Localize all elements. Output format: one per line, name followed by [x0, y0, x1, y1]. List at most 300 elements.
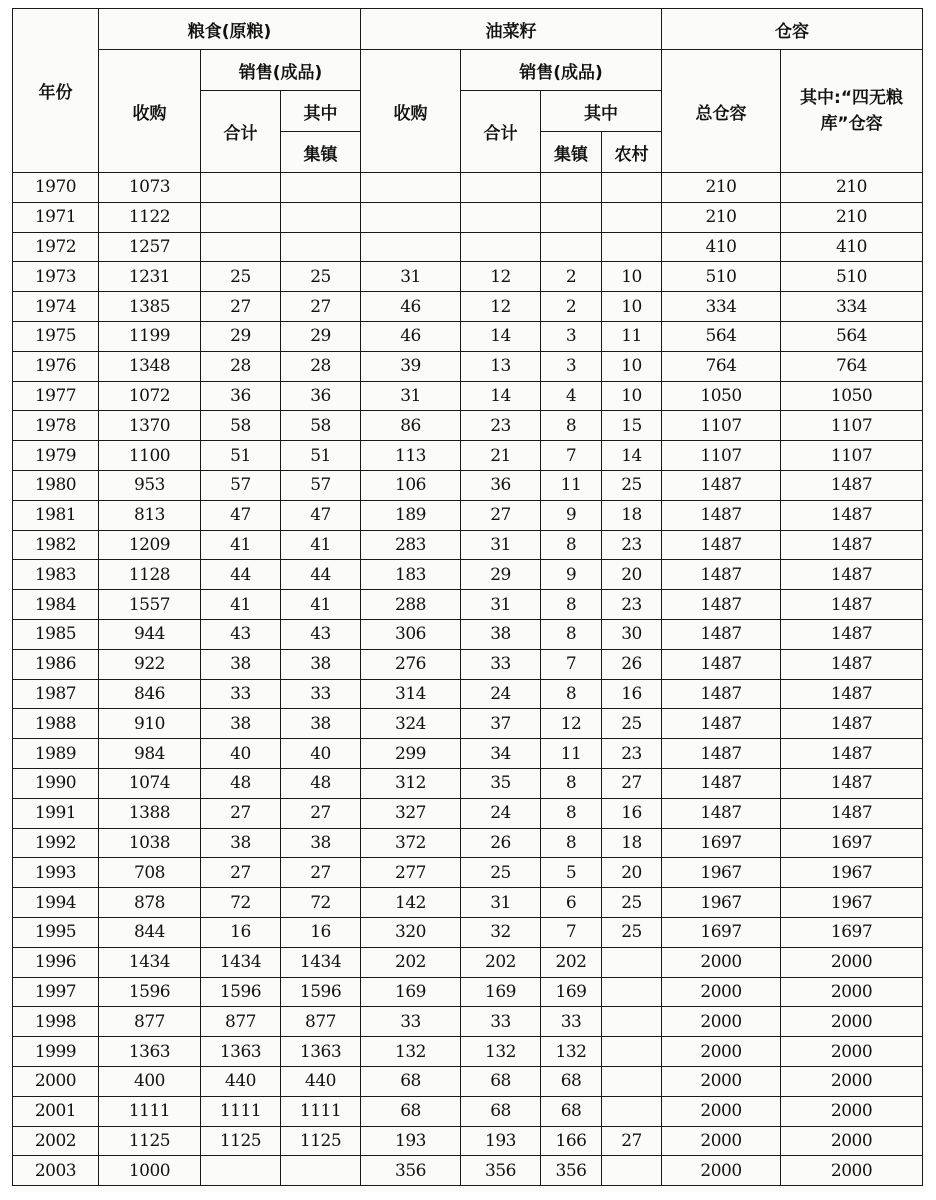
four-none-capacity-cell: 1487 [781, 619, 923, 649]
oilseed-purchase-cell: 283 [361, 530, 461, 560]
total-capacity-cell: 210 [662, 202, 781, 232]
grain-purchase-cell: 1596 [99, 977, 201, 1007]
oilseed-sales-rural-cell: 11 [602, 321, 662, 351]
table-row [13, 381, 923, 411]
oilseed-purchase-cell: 113 [361, 441, 461, 471]
grain-sales-total-cell: 41 [201, 530, 281, 560]
oilseed-sales-rural-cell: 14 [602, 441, 662, 471]
four-none-capacity-cell: 1487 [781, 679, 923, 709]
oilseed-sales-rural-cell: 25 [602, 709, 662, 739]
document-page [12, 8, 924, 1192]
grain-town-header: 集镇 [281, 132, 361, 173]
grain-sales-total-cell: 40 [201, 739, 281, 769]
oilseed-purchase-cell: 314 [361, 679, 461, 709]
total-capacity-cell: 1050 [662, 381, 781, 411]
oilseed-sales-total-cell: 31 [461, 530, 541, 560]
oilseed-sales-town-cell: 356 [541, 1156, 602, 1186]
oilseed-sales-rural-cell: 16 [602, 798, 662, 828]
grain-purchase-cell: 878 [99, 888, 201, 918]
four-none-capacity-cell: 2000 [781, 1156, 923, 1186]
grain-sales-town-cell: 48 [281, 768, 361, 798]
year-cell: 2000 [13, 1066, 99, 1096]
total-capacity-cell: 1487 [662, 560, 781, 590]
four-none-capacity-cell: 1967 [781, 888, 923, 918]
total-capacity-cell: 2000 [662, 947, 781, 977]
table-body [13, 173, 923, 1186]
grain-sales-total-cell: 27 [201, 858, 281, 888]
grain-sales-total-cell: 33 [201, 679, 281, 709]
grain-purchase-cell: 1199 [99, 321, 201, 351]
four-none-capacity-cell: 1107 [781, 411, 923, 441]
oilseed-sales-town-cell: 8 [541, 828, 602, 858]
grain-sales-town-cell: 57 [281, 470, 361, 500]
oilseed-sales-town-cell: 5 [541, 858, 602, 888]
oilseed-sales-town-cell: 7 [541, 649, 602, 679]
oilseed-sales-rural-cell: 16 [602, 679, 662, 709]
oilseed-sales-town-cell: 8 [541, 679, 602, 709]
grain-sales-town-cell: 440 [281, 1066, 361, 1096]
four-none-capacity-cell: 334 [781, 292, 923, 322]
grain-sales-total-cell: 27 [201, 798, 281, 828]
year-cell: 1990 [13, 768, 99, 798]
grain-purchase-cell: 1434 [99, 947, 201, 977]
oilseed-sales-total-cell: 356 [461, 1156, 541, 1186]
oilseed-sales-rural-cell: 23 [602, 530, 662, 560]
year-cell: 1980 [13, 470, 99, 500]
grain-purchase-cell: 1111 [99, 1096, 201, 1126]
oilseed-purchase-cell: 68 [361, 1096, 461, 1126]
oilseed-sales-total-cell: 32 [461, 917, 541, 947]
table-row [13, 828, 923, 858]
year-cell: 1997 [13, 977, 99, 1007]
oilseed-sales-rural-cell: 25 [602, 917, 662, 947]
oilseed-sales-rural-cell: 15 [602, 411, 662, 441]
oilseed-sales-town-cell: 68 [541, 1096, 602, 1126]
storage-header: 仓容 [662, 9, 923, 50]
oilseed-sales-town-cell: 6 [541, 888, 602, 918]
grain-purchase-cell: 400 [99, 1066, 201, 1096]
total-capacity-cell: 2000 [662, 1037, 781, 1067]
grain-purchase-header: 收购 [99, 50, 201, 173]
oilseed-sales-rural-cell: 23 [602, 590, 662, 620]
grain-sales-total-cell: 44 [201, 560, 281, 590]
oilseed-sales-rural-cell: 10 [602, 262, 662, 292]
oilseed-sales-town-cell: 33 [541, 1007, 602, 1037]
grain-sales-total-cell: 1125 [201, 1126, 281, 1156]
grain-sales-town-cell [281, 1156, 361, 1186]
oilseed-purchase-cell: 372 [361, 828, 461, 858]
grain-purchase-cell: 953 [99, 470, 201, 500]
grain-purchase-cell: 708 [99, 858, 201, 888]
oilseed-sales-rural-cell [602, 1066, 662, 1096]
grain-purchase-cell: 944 [99, 619, 201, 649]
year-cell: 1983 [13, 560, 99, 590]
oilseed-sales-town-cell: 202 [541, 947, 602, 977]
total-capacity-cell: 1487 [662, 590, 781, 620]
oilseed-purchase-cell: 106 [361, 470, 461, 500]
grain-purchase-cell: 1074 [99, 768, 201, 798]
oilseed-purchase-cell: 276 [361, 649, 461, 679]
oilseed-sales-total-cell: 14 [461, 321, 541, 351]
oilseed-sales-total-cell: 132 [461, 1037, 541, 1067]
oilseed-purchase-cell: 46 [361, 321, 461, 351]
oilseed-purchase-cell: 193 [361, 1126, 461, 1156]
grain-sales-total-cell: 38 [201, 828, 281, 858]
oilseed-sales-total-cell: 31 [461, 888, 541, 918]
oilseed-sales-total-header: 合计 [461, 91, 541, 173]
table-row [13, 1096, 923, 1126]
oilseed-purchase-cell: 33 [361, 1007, 461, 1037]
four-none-capacity-cell: 2000 [781, 1007, 923, 1037]
statistics-table [12, 8, 923, 1186]
oilseed-sales-total-cell: 36 [461, 470, 541, 500]
grain-sales-town-cell: 40 [281, 739, 361, 769]
oilseed-sales-total-cell: 25 [461, 858, 541, 888]
four-none-capacity-cell: 564 [781, 321, 923, 351]
total-capacity-cell: 2000 [662, 977, 781, 1007]
four-none-capacity-cell: 1697 [781, 917, 923, 947]
oilseed-sales-rural-cell [602, 1096, 662, 1126]
four-none-capacity-cell: 1967 [781, 858, 923, 888]
total-capacity-cell: 1487 [662, 709, 781, 739]
grain-sales-total-cell: 1434 [201, 947, 281, 977]
four-none-capacity-cell: 1487 [781, 590, 923, 620]
total-capacity-cell: 1967 [662, 858, 781, 888]
table-row [13, 858, 923, 888]
four-none-capacity-cell: 1697 [781, 828, 923, 858]
grain-purchase-cell: 1385 [99, 292, 201, 322]
year-cell: 1981 [13, 500, 99, 530]
year-cell: 1975 [13, 321, 99, 351]
four-none-capacity-cell: 1487 [781, 560, 923, 590]
oilseed-sales-total-cell: 202 [461, 947, 541, 977]
grain-sales-town-cell: 47 [281, 500, 361, 530]
grain-sales-total-cell: 440 [201, 1066, 281, 1096]
year-cell: 1972 [13, 232, 99, 262]
grain-sales-total-cell: 28 [201, 351, 281, 381]
oilseed-sales-total-cell: 26 [461, 828, 541, 858]
table-row [13, 500, 923, 530]
grain-sales-total-cell: 38 [201, 649, 281, 679]
total-capacity-cell: 510 [662, 262, 781, 292]
oilseed-purchase-cell: 183 [361, 560, 461, 590]
grain-purchase-cell: 1557 [99, 590, 201, 620]
oilseed-purchase-cell: 68 [361, 1066, 461, 1096]
oilseed-sales-town-cell: 68 [541, 1066, 602, 1096]
four-none-capacity-cell: 2000 [781, 1126, 923, 1156]
four-none-capacity-cell: 2000 [781, 1096, 923, 1126]
year-cell: 1977 [13, 381, 99, 411]
table-row [13, 292, 923, 322]
total-capacity-cell: 1967 [662, 888, 781, 918]
oilseed-sales-town-cell: 11 [541, 470, 602, 500]
total-capacity-cell: 2000 [662, 1007, 781, 1037]
grain-sales-total-cell: 1111 [201, 1096, 281, 1126]
year-cell: 1988 [13, 709, 99, 739]
grain-purchase-cell: 844 [99, 917, 201, 947]
total-capacity-cell: 1697 [662, 828, 781, 858]
year-cell: 1992 [13, 828, 99, 858]
four-none-capacity-cell: 1487 [781, 768, 923, 798]
oilseed-sales-total-cell: 12 [461, 292, 541, 322]
table-row [13, 530, 923, 560]
grain-sales-total-cell [201, 1156, 281, 1186]
table-row [13, 560, 923, 590]
oilseed-purchase-cell: 142 [361, 888, 461, 918]
grain-sales-total-cell: 25 [201, 262, 281, 292]
oilseed-sales-town-cell: 8 [541, 530, 602, 560]
grain-sales-total-cell [201, 173, 281, 203]
year-cell: 1989 [13, 739, 99, 769]
four-none-capacity-cell: 1487 [781, 530, 923, 560]
year-cell: 1982 [13, 530, 99, 560]
grain-purchase-cell: 1128 [99, 560, 201, 590]
oilseed-sales-town-cell: 8 [541, 768, 602, 798]
grain-sales-total-cell: 72 [201, 888, 281, 918]
grain-sales-town-cell: 41 [281, 530, 361, 560]
four-none-capacity-cell: 2000 [781, 977, 923, 1007]
total-capacity-cell: 1487 [662, 619, 781, 649]
year-cell: 1996 [13, 947, 99, 977]
table-row [13, 977, 923, 1007]
oilseed-purchase-cell [361, 202, 461, 232]
total-capacity-cell: 1487 [662, 739, 781, 769]
oilseed-town-header: 集镇 [541, 132, 602, 173]
total-capacity-cell: 1107 [662, 441, 781, 471]
oilseed-sales-rural-cell: 25 [602, 888, 662, 918]
grain-sales-town-cell: 44 [281, 560, 361, 590]
grain-sales-town-cell: 1363 [281, 1037, 361, 1067]
oilseed-sales-total-cell [461, 202, 541, 232]
total-capacity-cell: 334 [662, 292, 781, 322]
oilseed-sales-town-cell: 11 [541, 739, 602, 769]
table-row [13, 232, 923, 262]
oilseed-purchase-cell: 312 [361, 768, 461, 798]
four-none-capacity-cell: 2000 [781, 1037, 923, 1067]
oilseed-sales-rural-cell: 30 [602, 619, 662, 649]
year-cell: 1979 [13, 441, 99, 471]
oilseed-purchase-cell: 202 [361, 947, 461, 977]
table-row [13, 1126, 923, 1156]
oilseed-sales-rural-cell: 18 [602, 500, 662, 530]
oilseed-sales-total-cell: 34 [461, 739, 541, 769]
oilseed-sales-rural-cell: 25 [602, 470, 662, 500]
oilseed-sales-rural-cell: 18 [602, 828, 662, 858]
year-cell: 1991 [13, 798, 99, 828]
table-row [13, 1066, 923, 1096]
grain-sales-town-cell: 27 [281, 798, 361, 828]
grain-sales-town-cell: 25 [281, 262, 361, 292]
table-row [13, 590, 923, 620]
total-capacity-cell: 2000 [662, 1066, 781, 1096]
grain-sales-town-cell [281, 173, 361, 203]
table-row [13, 411, 923, 441]
year-cell: 1994 [13, 888, 99, 918]
grain-sales-town-cell [281, 202, 361, 232]
four-none-capacity-cell: 1487 [781, 649, 923, 679]
grain-purchase-cell: 1370 [99, 411, 201, 441]
table-row [13, 947, 923, 977]
four-none-capacity-cell: 210 [781, 173, 923, 203]
year-cell: 1999 [13, 1037, 99, 1067]
grain-purchase-cell: 813 [99, 500, 201, 530]
grain-purchase-cell: 922 [99, 649, 201, 679]
oilseed-sales-town-cell: 2 [541, 292, 602, 322]
oilseed-sales-rural-cell [602, 1037, 662, 1067]
grain-sales-town-cell: 27 [281, 858, 361, 888]
oilseed-purchase-cell: 299 [361, 739, 461, 769]
grain-sales-town-cell: 72 [281, 888, 361, 918]
oilseed-sales-rural-cell [602, 232, 662, 262]
oilseed-purchase-cell: 31 [361, 262, 461, 292]
year-cell: 1970 [13, 173, 99, 203]
grain-of-which-header: 其中 [281, 91, 361, 132]
grain-purchase-cell: 1072 [99, 381, 201, 411]
grain-sales-header: 销售(成品) [201, 50, 361, 91]
oilseed-purchase-cell: 46 [361, 292, 461, 322]
oilseed-sales-town-cell: 8 [541, 411, 602, 441]
four-none-capacity-cell: 1487 [781, 470, 923, 500]
oilseed-sales-town-cell: 8 [541, 798, 602, 828]
grain-sales-town-cell: 1111 [281, 1096, 361, 1126]
grain-sales-town-cell: 1596 [281, 977, 361, 1007]
grain-purchase-cell: 1209 [99, 530, 201, 560]
year-header: 年份 [13, 9, 99, 173]
year-cell: 1973 [13, 262, 99, 292]
oilseed-sales-rural-cell: 20 [602, 560, 662, 590]
grain-sales-total-cell: 36 [201, 381, 281, 411]
year-cell: 2001 [13, 1096, 99, 1126]
oilseed-sales-town-cell: 2 [541, 262, 602, 292]
grain-purchase-cell: 1388 [99, 798, 201, 828]
grain-purchase-cell: 1125 [99, 1126, 201, 1156]
total-capacity-cell: 1487 [662, 649, 781, 679]
oilseed-sales-rural-cell [602, 202, 662, 232]
oilseed-purchase-cell [361, 232, 461, 262]
oilseed-sales-total-cell: 37 [461, 709, 541, 739]
grain-sales-town-cell: 877 [281, 1007, 361, 1037]
oilseed-sales-total-cell: 38 [461, 619, 541, 649]
oilseed-sales-rural-cell [602, 1007, 662, 1037]
year-cell: 1974 [13, 292, 99, 322]
grain-sales-town-cell: 38 [281, 828, 361, 858]
oilseed-purchase-cell: 356 [361, 1156, 461, 1186]
four-none-capacity-cell: 764 [781, 351, 923, 381]
table-row [13, 739, 923, 769]
table-row [13, 619, 923, 649]
oilseed-sales-total-cell: 13 [461, 351, 541, 381]
oilseed-sales-total-cell: 12 [461, 262, 541, 292]
four-none-capacity-cell: 210 [781, 202, 923, 232]
total-capacity-cell: 1487 [662, 500, 781, 530]
oilseed-purchase-cell: 169 [361, 977, 461, 1007]
grain-purchase-cell: 910 [99, 709, 201, 739]
grain-sales-town-cell: 38 [281, 649, 361, 679]
oilseed-purchase-cell: 31 [361, 381, 461, 411]
oilseed-purchase-cell: 86 [361, 411, 461, 441]
oilseed-sales-town-cell: 169 [541, 977, 602, 1007]
year-cell: 2002 [13, 1126, 99, 1156]
table-row [13, 1007, 923, 1037]
oilseed-sales-header: 销售(成品) [461, 50, 662, 91]
oilseed-sales-total-cell: 169 [461, 977, 541, 1007]
grain-sales-town-cell: 51 [281, 441, 361, 471]
oilseed-sales-total-cell: 33 [461, 649, 541, 679]
oilseed-sales-town-cell: 7 [541, 441, 602, 471]
oilseed-rural-header: 农村 [602, 132, 662, 173]
grain-sales-town-cell: 27 [281, 292, 361, 322]
year-cell: 1985 [13, 619, 99, 649]
total-capacity-cell: 1487 [662, 768, 781, 798]
oilseed-sales-total-cell: 68 [461, 1096, 541, 1126]
oilseed-sales-total-cell: 24 [461, 679, 541, 709]
oilseed-sales-total-cell: 29 [461, 560, 541, 590]
oilseed-sales-town-cell: 3 [541, 321, 602, 351]
grain-sales-town-cell: 1434 [281, 947, 361, 977]
grain-sales-total-cell: 48 [201, 768, 281, 798]
oilseed-sales-rural-cell: 27 [602, 768, 662, 798]
grain-purchase-cell: 1100 [99, 441, 201, 471]
table-row [13, 173, 923, 203]
four-none-capacity-cell: 1487 [781, 709, 923, 739]
table-row [13, 1156, 923, 1186]
grain-sales-town-cell: 16 [281, 917, 361, 947]
four-none-capacity-cell: 510 [781, 262, 923, 292]
grain-sales-total-cell: 47 [201, 500, 281, 530]
table-row [13, 679, 923, 709]
total-capacity-cell: 1697 [662, 917, 781, 947]
oilseed-purchase-cell: 320 [361, 917, 461, 947]
table-row [13, 709, 923, 739]
year-cell: 1976 [13, 351, 99, 381]
oilseed-sales-total-cell: 33 [461, 1007, 541, 1037]
grain-sales-total-cell: 58 [201, 411, 281, 441]
grain-sales-town-cell: 41 [281, 590, 361, 620]
oilseed-sales-rural-cell [602, 1156, 662, 1186]
table-row [13, 888, 923, 918]
oilseed-sales-town-cell: 7 [541, 917, 602, 947]
table-row [13, 470, 923, 500]
table-row [13, 321, 923, 351]
oilseed-sales-rural-cell: 26 [602, 649, 662, 679]
table-row [13, 649, 923, 679]
oilseed-of-which-header: 其中 [541, 91, 662, 132]
grain-sales-total-cell: 51 [201, 441, 281, 471]
grain-sales-total-cell [201, 202, 281, 232]
table-row [13, 917, 923, 947]
year-cell: 1986 [13, 649, 99, 679]
four-none-capacity-cell: 1487 [781, 500, 923, 530]
grain-purchase-cell: 1363 [99, 1037, 201, 1067]
grain-sales-total-cell: 1596 [201, 977, 281, 1007]
oilseed-sales-town-cell [541, 202, 602, 232]
grain-sales-town-cell: 29 [281, 321, 361, 351]
grain-sales-town-cell: 38 [281, 709, 361, 739]
oilseed-sales-total-cell: 23 [461, 411, 541, 441]
grain-purchase-cell: 984 [99, 739, 201, 769]
table-header [13, 9, 923, 173]
oilseed-sales-town-cell: 8 [541, 590, 602, 620]
four-none-capacity-cell: 2000 [781, 1066, 923, 1096]
grain-sales-total-cell: 27 [201, 292, 281, 322]
oilseed-sales-total-cell: 35 [461, 768, 541, 798]
grain-purchase-cell: 846 [99, 679, 201, 709]
oilseed-sales-rural-cell: 23 [602, 739, 662, 769]
oilseed-sales-town-cell: 166 [541, 1126, 602, 1156]
grain-sales-town-cell: 33 [281, 679, 361, 709]
grain-purchase-cell: 1257 [99, 232, 201, 262]
oilseed-header: 油菜籽 [361, 9, 662, 50]
